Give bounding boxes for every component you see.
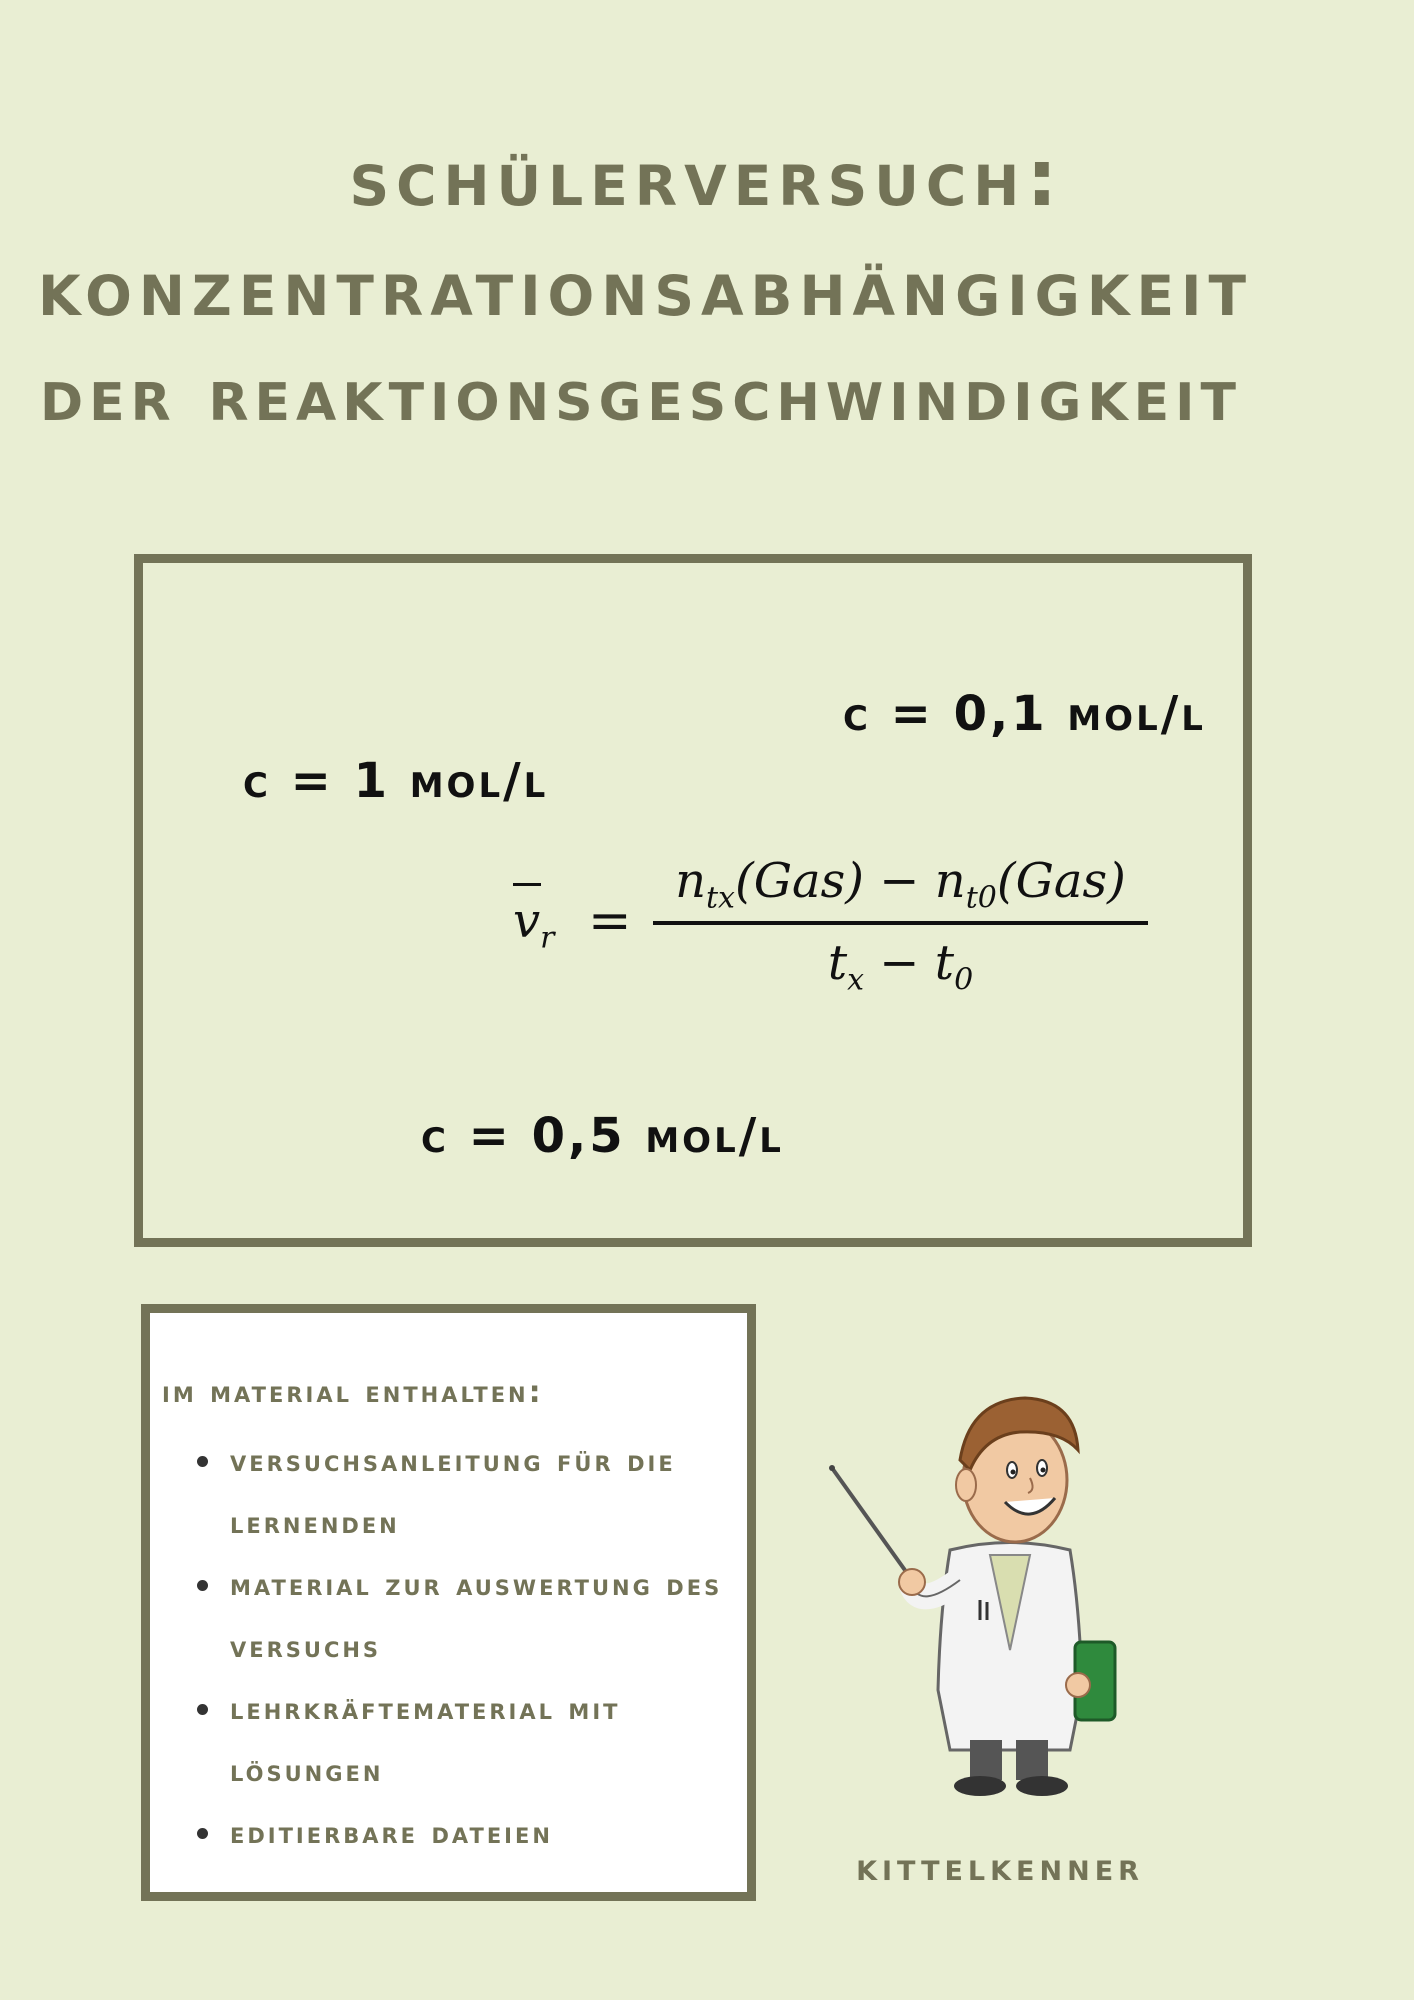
formula-numerator: $n_{tx}(Gas) - n_{t0}(Gas)$	[675, 853, 1126, 916]
title-line-1: schülerversuch:	[349, 134, 1065, 224]
formula-equals: =	[588, 891, 632, 951]
concentration-label-1: c = 1 mol/l	[243, 753, 549, 809]
page-title	[0, 0, 1414, 460]
list-item: editierbare dateien	[150, 1803, 747, 1865]
title-line-3: der reaktionsgeschwindigkeit	[40, 352, 1242, 438]
concentration-label-2: c = 0,1 mol/l	[843, 686, 1206, 742]
bullet-icon	[197, 1828, 208, 1839]
formula-box	[134, 554, 1252, 1247]
concentration-label-3: c = 0,5 mol/l	[421, 1108, 784, 1164]
title-line-2: konzentrationsabhängigkeit	[38, 244, 1253, 334]
list-item: material zur auswertung des versuchs	[150, 1555, 747, 1679]
formula-denominator: $t_x - t_0$	[827, 935, 974, 998]
brand-name: kittelkenner	[856, 1845, 1144, 1889]
mean-bar	[513, 883, 541, 886]
material-heading: im material enthalten:	[162, 1375, 544, 1410]
fraction-bar	[653, 921, 1148, 925]
scientist-illustration	[820, 1350, 1180, 1800]
list-item: lehrkräftematerial mit lösungen	[150, 1679, 747, 1803]
material-list-box	[141, 1304, 756, 1901]
rate-formula	[513, 853, 1153, 998]
formula-lhs: $v_r$	[513, 893, 555, 956]
material-list	[150, 1431, 747, 1865]
bullet-icon	[197, 1704, 208, 1715]
bullet-icon	[197, 1456, 208, 1467]
list-item: versuchsanleitung für die lernenden	[150, 1431, 747, 1555]
bullet-icon	[197, 1580, 208, 1591]
